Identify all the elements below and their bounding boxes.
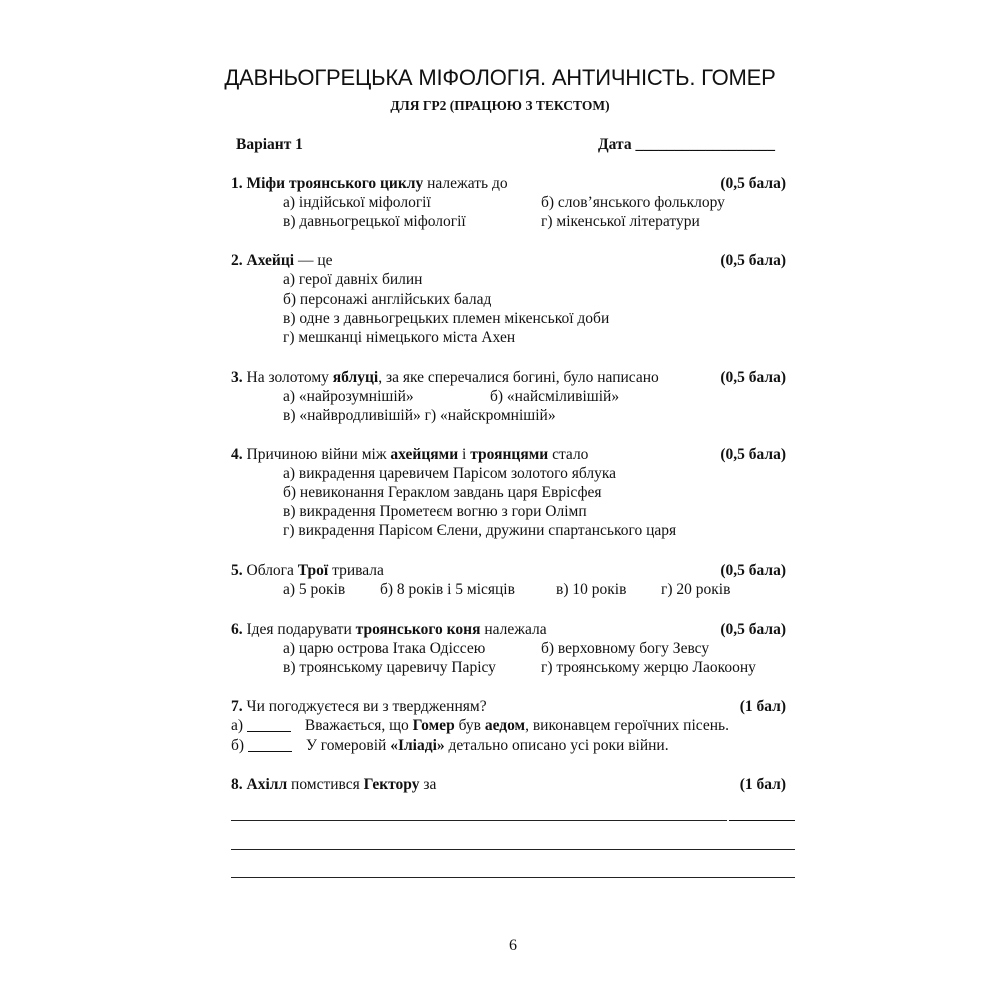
question-4-points: (0,5 бала) xyxy=(720,446,786,463)
answer-line-1b[interactable] xyxy=(729,820,795,821)
question-4: 4. Причиною війни між ахейцями і троянцями стало xyxy=(231,446,589,463)
q3-option-a: а) «найрозумнішій» xyxy=(283,388,414,405)
question-2-points: (0,5 бала) xyxy=(720,252,786,269)
q7-answer-blank-a[interactable] xyxy=(247,731,291,732)
question-5-points: (0,5 бала) xyxy=(720,562,786,579)
date-field: Дата __________________ xyxy=(598,136,775,153)
answer-line-2[interactable] xyxy=(231,849,795,850)
question-8: 8. Ахілл помстився Гектору за xyxy=(231,776,437,793)
page-subtitle: ДЛЯ ГР2 (ПРАЦЮЮ З ТЕКСТОМ) xyxy=(390,98,610,113)
q1-option-b: б) слов’янського фольклору xyxy=(541,194,725,211)
question-1: 1. Міфи троянського циклу належать до xyxy=(231,175,508,192)
q1-option-a: а) індійської міфології xyxy=(283,194,431,211)
q4-option-d: г) викрадення Парісом Єлени, дружини спартанського царя xyxy=(283,522,677,539)
question-3: 3. На золотому яблуці, за яке сперечалися богині, було написано xyxy=(231,369,659,386)
q3-option-cd: в) «найвродливішій» г) «найскромнішій» xyxy=(283,407,556,424)
q7-answer-blank-b[interactable] xyxy=(248,751,292,752)
q6-option-d: г) троянському жерцю Лаокоону xyxy=(541,659,756,676)
q1-option-d: г) мікенської літератури xyxy=(541,213,700,230)
page-title: ДАВНЬОГРЕЦЬКА МІФОЛОГІЯ. АНТИЧНІСТЬ. ГОМЕР xyxy=(224,65,776,90)
q5-option-c: в) 10 років xyxy=(556,581,627,598)
q1-option-c: в) давньогрецької міфології xyxy=(283,213,466,230)
q7-statement-b: б) У гомеровій «Іліаді» детально описано усі роки війни. xyxy=(231,737,669,754)
q4-option-a: а) викрадення царевичем Парісом золотого яблука xyxy=(283,465,617,482)
question-5: 5. Облога Трої тривала xyxy=(231,562,384,579)
q2-option-b: б) персонажі англійських балад xyxy=(283,291,492,308)
question-2: 2. Ахейці — це xyxy=(231,252,333,269)
q6-option-a: а) царю острова Ітака Одіссею xyxy=(283,640,486,657)
page-number: 6 xyxy=(509,937,517,954)
q6-option-c: в) троянському царевичу Парісу xyxy=(283,659,496,676)
q4-option-c: в) викрадення Прометеєм вогню з гори Олімп xyxy=(283,503,587,520)
question-7-points: (1 бал) xyxy=(739,698,786,715)
q5-option-a: а) 5 років xyxy=(283,581,346,598)
question-1-points: (0,5 бала) xyxy=(720,175,786,192)
question-8-points: (1 бал) xyxy=(739,776,786,793)
q2-option-a: а) герої давніх билин xyxy=(283,271,423,288)
variant-label: Варіант 1 xyxy=(236,136,303,153)
q2-option-c: в) одне з давньогрецьких племен мікенської доби xyxy=(283,310,610,327)
q2-option-d: г) мешканці німецького міста Ахен xyxy=(283,329,516,346)
q5-option-b: б) 8 років і 5 місяців xyxy=(380,581,515,598)
q4-option-b: б) невиконання Гераклом завдань царя Еврісфея xyxy=(283,484,602,501)
q5-option-d: г) 20 років xyxy=(661,581,731,598)
q6-option-b: б) верховному богу Зевсу xyxy=(541,640,710,657)
q7-statement-a: а) Вважається, що Гомер був аедом, виконавцем героїчних пісень. xyxy=(231,717,729,734)
answer-line-1a[interactable] xyxy=(231,820,727,821)
answer-line-3[interactable] xyxy=(231,877,795,878)
question-6: 6. Ідея подарувати троянського коня належала xyxy=(231,621,547,638)
question-6-points: (0,5 бала) xyxy=(720,621,786,638)
q3-option-b: б) «найсміливішій» xyxy=(490,388,620,405)
question-7: 7. Чи погоджуєтеся ви з твердженням? xyxy=(231,698,487,715)
question-3-points: (0,5 бала) xyxy=(720,369,786,386)
